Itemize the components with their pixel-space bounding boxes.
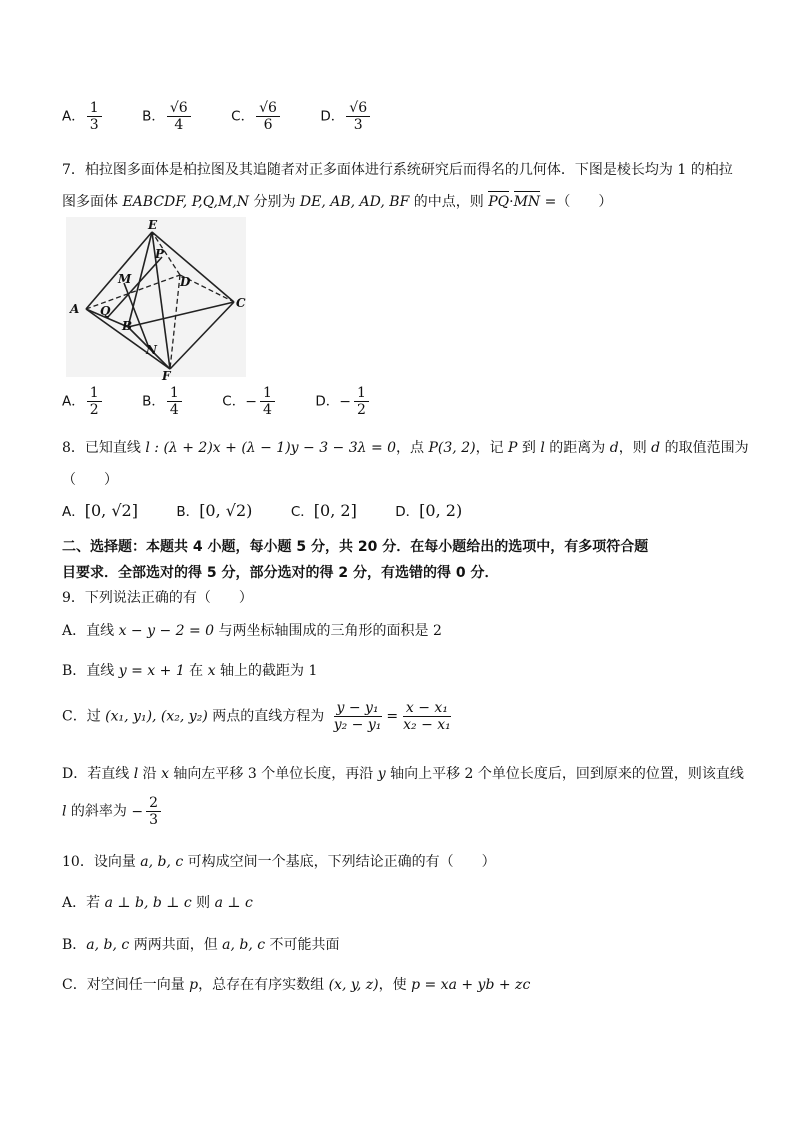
q7-figure — [62, 217, 252, 382]
vector-mn: MN — [513, 194, 541, 210]
q7-stem-line2: 图多面体 EABCDF, P,Q,M,N 分别为 DE, AB, AD, BF 的中点，则 PQ·MN =（ ） — [62, 194, 613, 210]
q7-options — [62, 385, 405, 418]
fraction: $\frac{1}{2}$ — [87, 385, 102, 418]
label-e: E — [148, 218, 158, 232]
fraction: $\frac{√6}{4}$ — [167, 100, 191, 133]
q8-option-c[interactable]: C．[0, 2] — [290, 501, 357, 520]
fraction: $\frac{√6}{3}$ — [346, 100, 370, 133]
q10-option-a[interactable]: A．若 a ⊥ b, b ⊥ c 则 a ⊥ c — [62, 895, 253, 911]
q8-option-a[interactable]: A．[0, √2] — [62, 501, 138, 520]
q9-option-d-line2: l 的斜率为 − $\frac{2}{3}$ — [62, 795, 163, 828]
label-d: D — [180, 275, 191, 289]
fraction: $\frac{2}{3}$ — [146, 795, 161, 828]
label-f: F — [162, 369, 171, 382]
label-q: Q — [100, 304, 111, 318]
vector-pq: PQ — [488, 194, 510, 210]
q7-option-a[interactable]: A． $\frac{1}{2}$ — [62, 385, 104, 418]
q10-option-b[interactable]: B．a, b, c 两两共面，但 a, b, c 不可能共面 — [62, 937, 340, 953]
q9-stem: 9．下列说法正确的有（ ） — [62, 590, 253, 606]
q8-options — [62, 500, 496, 520]
q8-stem-line2: （ ） — [62, 472, 118, 488]
q9-option-a[interactable]: A．直线 x − y − 2 = 0 与两坐标轴围成的三角形的面积是 2 — [62, 623, 442, 639]
fraction: $\frac{\text{y − y₁}}{\text{y₂ − y₁}}$ — [333, 700, 382, 734]
q6-option-d[interactable]: D． $\frac{√6}{3}$ — [320, 100, 372, 133]
q9-option-b[interactable]: B．直线 y = x + 1 在 x 轴上的截距为 1 — [62, 663, 318, 679]
q7-stem-line1: 7．柏拉图多面体是柏拉图及其追随者对正多面体进行系统研究后而得名的几何体．下图是棱长均为 1 的柏拉 — [62, 162, 733, 178]
section2-line2: 目要求．全部选对的得 5 分，部分选对的得 2 分，有选错的得 0 分． — [62, 565, 499, 581]
label-a: A — [70, 302, 80, 316]
label-c: C — [236, 296, 246, 310]
fraction: $\frac{1}{3}$ — [87, 100, 102, 133]
fraction: $\frac{\text{x − x₁}}{\text{x₂ − x₁}}$ — [403, 700, 451, 734]
q6-option-a[interactable]: A． $\frac{1}{3}$ — [62, 100, 104, 133]
label-b: B — [122, 319, 133, 333]
q7-option-c[interactable]: C．− $\frac{1}{4}$ — [222, 385, 277, 418]
q8-stem-line1: 8．已知直线 l : (λ + 2)x + (λ − 1)y − 3 − 3λ = 0，点 P(3, 2)，记 P 到 l 的距离为 d，则 d 的取值范围为 — [62, 440, 749, 456]
q10-option-c[interactable]: C．对空间任一向量 p，总存在有序实数组 (x, y, z)，使 p = xa + yb + zc — [62, 977, 531, 993]
q9-option-d-line1[interactable]: D．若直线 l 沿 x 轴向左平移 3 个单位长度，再沿 y 轴向上平移 2 个单位长度后，回到原来的位置，则该直线 — [62, 766, 744, 782]
section2-line1: 二、选择题：本题共 4 小题，每小题 5 分，共 20 分．在每小题给出的选项中，有多项符合题 — [62, 539, 649, 555]
q9-option-c[interactable]: C．过 (x₁, y₁), (x₂, y₂) 两点的直线方程为 $\frac{\text{y − y₁}}{\text{y₂ − y₁}}$ = $\frac{\text{x − x₁}}{\text{x₂ − x₁}}$ — [62, 700, 456, 733]
fraction: $\frac{√6}{6}$ — [256, 100, 280, 133]
q6-option-c[interactable]: C． $\frac{√6}{6}$ — [231, 100, 282, 133]
q10-stem: 10．设向量 a, b, c 可构成空间一个基底，下列结论正确的有（ ） — [62, 854, 496, 870]
q6-options — [62, 100, 406, 133]
q8-option-d[interactable]: D．[0, 2) — [395, 501, 463, 520]
q8-option-b[interactable]: B．[0, √2) — [176, 501, 253, 520]
label-n: N — [146, 343, 157, 357]
q7-option-b[interactable]: B． $\frac{1}{4}$ — [142, 385, 184, 418]
fraction: $\frac{1}{4}$ — [167, 385, 182, 418]
q6-option-b[interactable]: B． $\frac{√6}{4}$ — [142, 100, 193, 133]
q7-option-d[interactable]: D．− $\frac{1}{2}$ — [315, 385, 371, 418]
fraction: $\frac{1}{2}$ — [354, 385, 369, 418]
label-m: M — [118, 272, 132, 286]
fraction: $\frac{1}{4}$ — [260, 385, 275, 418]
label-p: P — [155, 247, 165, 261]
